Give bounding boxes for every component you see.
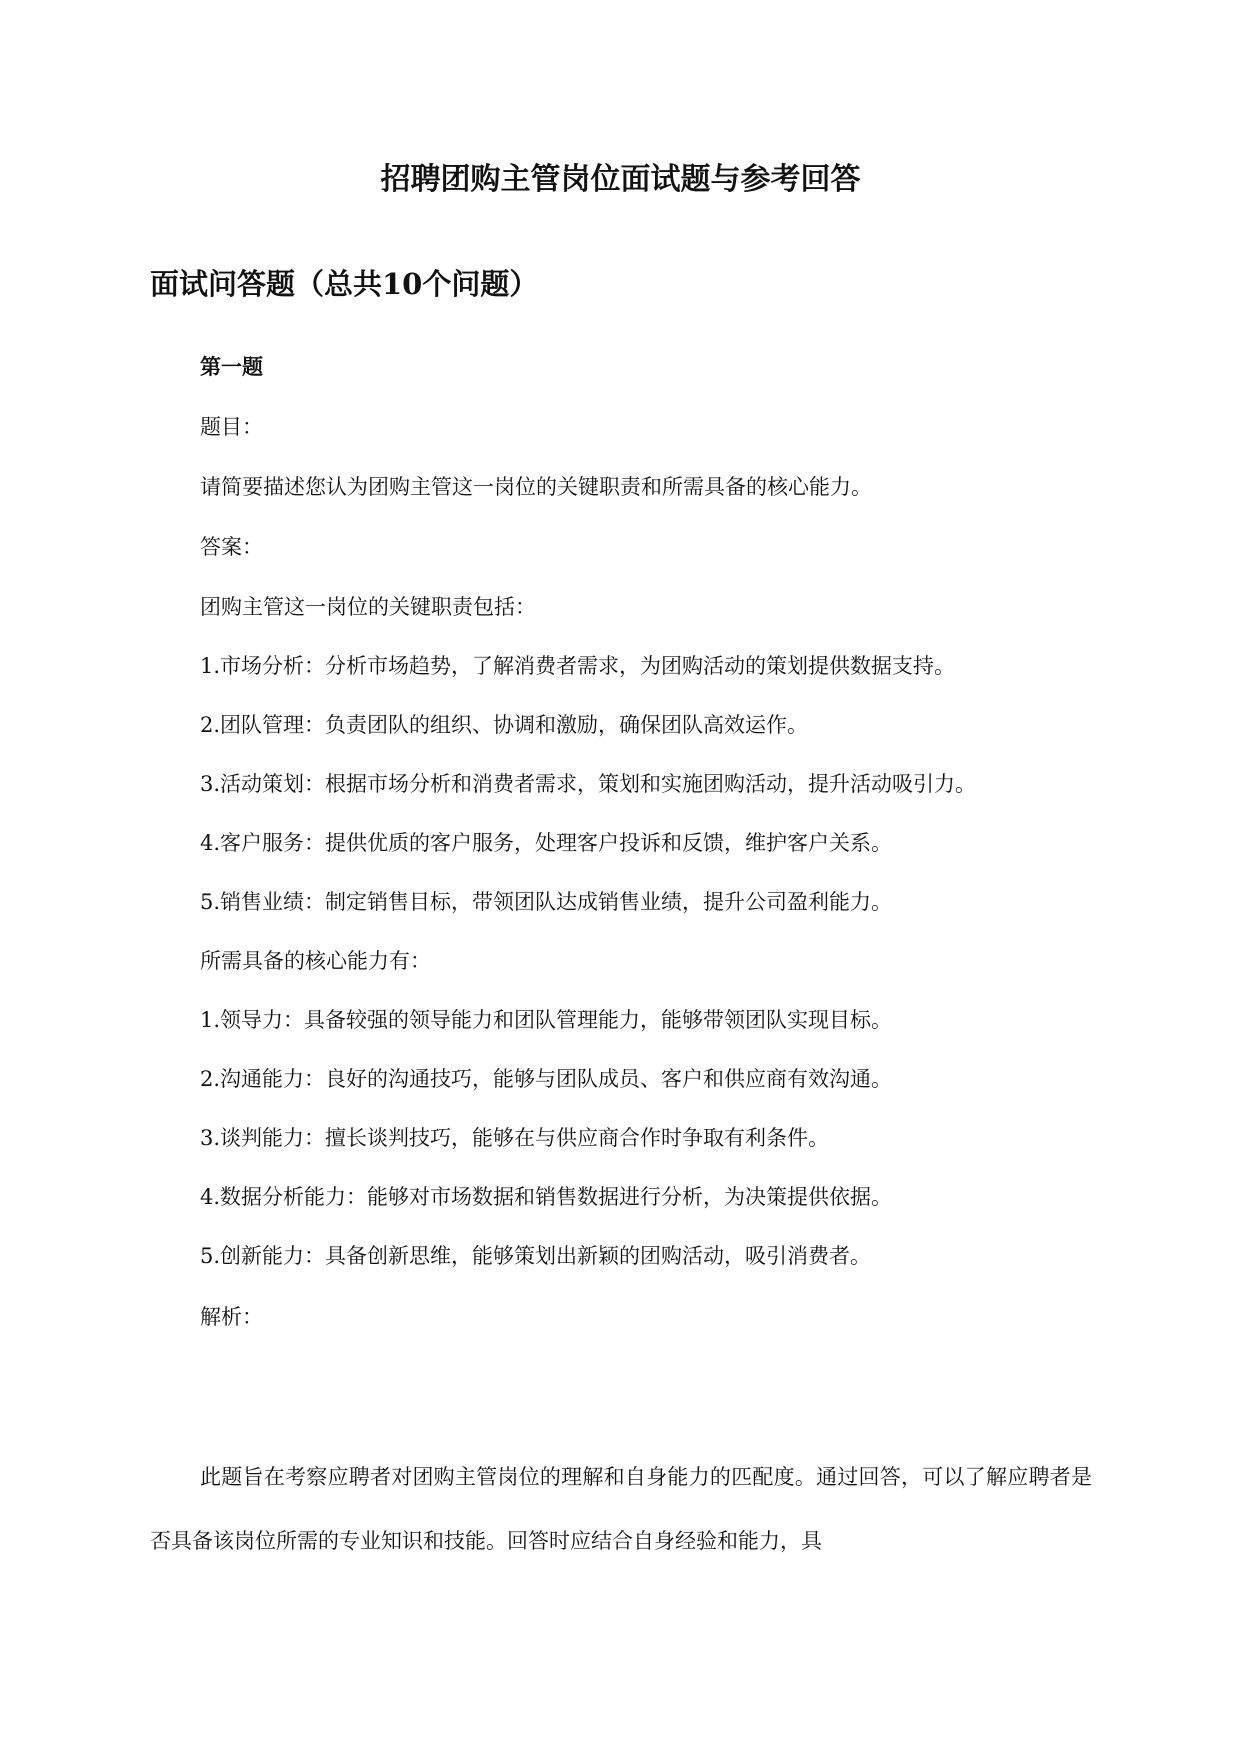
duty-item: 1.市场分析：分析市场趋势，了解消费者需求，为团购活动的策划提供数据支持。 [200, 654, 956, 678]
answer-label: 答案： [200, 535, 263, 559]
duties-intro: 团购主管这一岗位的关键职责包括： [200, 595, 536, 619]
topic-label: 题目： [200, 415, 263, 439]
section-heading: 面试问答题（总共10个问题） [150, 267, 539, 301]
duty-item: 4.客户服务：提供优质的客户服务，处理客户投诉和反馈，维护客户关系。 [200, 831, 893, 855]
document-title: 招聘团购主管岗位面试题与参考回答 [380, 162, 861, 197]
analysis-paragraph: 此题旨在考察应聘者对团购主管岗位的理解和自身能力的匹配度。通过回答，可以了解应聘者是否具备该岗位所需的专业知识和技能。回答时应结合自身经验和能力，具 [150, 1465, 1092, 1553]
ability-item: 2.沟通能力：良好的沟通技巧，能够与团队成员、客户和供应商有效沟通。 [200, 1067, 893, 1091]
duty-item: 3.活动策划：根据市场分析和消费者需求，策划和实施团购活动，提升活动吸引力。 [200, 772, 977, 796]
ability-item: 5.创新能力：具备创新思维，能够策划出新颖的团购活动，吸引消费者。 [200, 1244, 872, 1268]
abilities-intro: 所需具备的核心能力有： [200, 949, 431, 973]
duty-item: 2.团队管理：负责团队的组织、协调和激励，确保团队高效运作。 [200, 713, 809, 737]
question-heading: 第一题 [200, 354, 263, 379]
analysis-label: 解析： [200, 1305, 263, 1329]
topic-text: 请简要描述您认为团购主管这一岗位的关键职责和所需具备的核心能力。 [200, 475, 872, 499]
ability-item: 4.数据分析能力：能够对市场数据和销售数据进行分析，为决策提供依据。 [200, 1185, 893, 1209]
ability-item: 1.领导力：具备较强的领导能力和团队管理能力，能够带领团队实现目标。 [200, 1008, 893, 1032]
duty-item: 5.销售业绩：制定销售目标，带领团队达成销售业绩，提升公司盈利能力。 [200, 890, 893, 914]
ability-item: 3.谈判能力：擅长谈判技巧，能够在与供应商合作时争取有利条件。 [200, 1126, 830, 1150]
